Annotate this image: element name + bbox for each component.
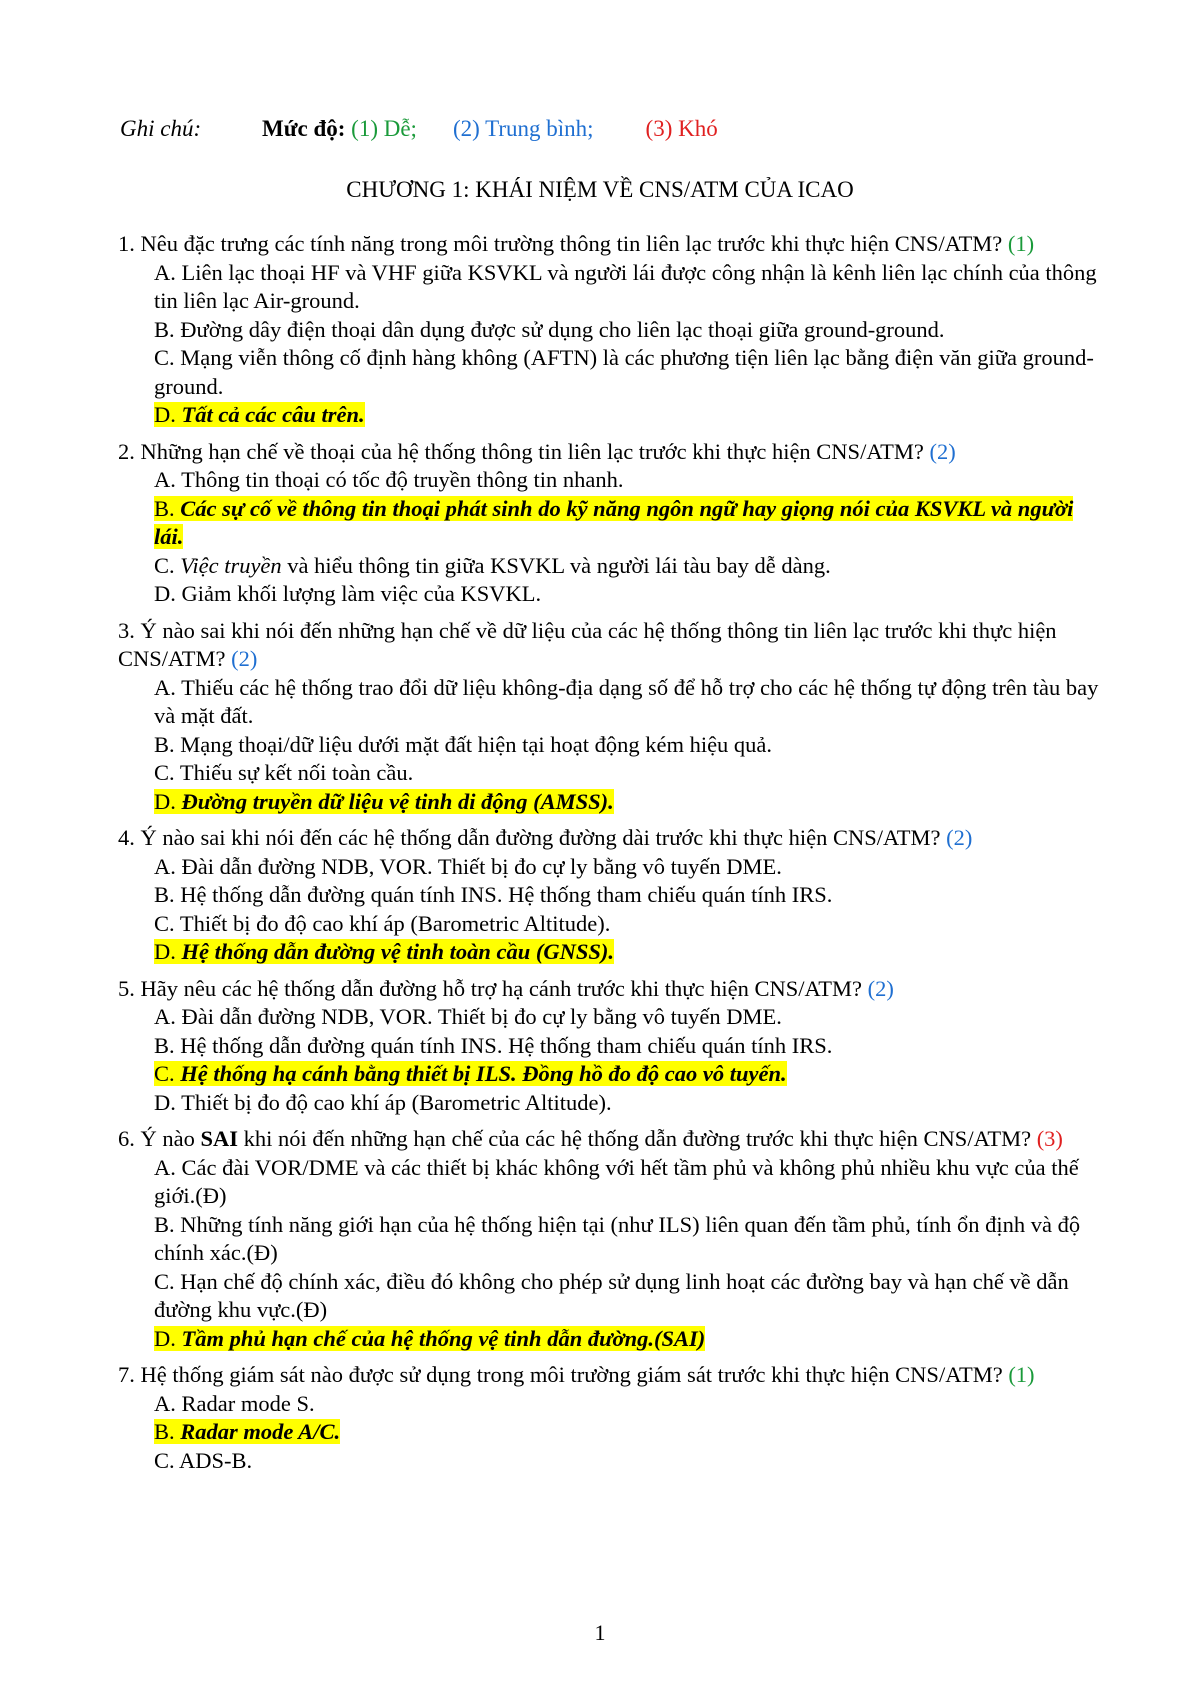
difficulty-legend — [120, 112, 718, 146]
option-a: A. Đài dẫn đường NDB, VOR. Thiết bị đo cự ly bằng vô tuyến DME. — [154, 853, 782, 879]
option-c-answer: C. Hệ thống hạ cánh bằng thiết bị ILS. Đồng hồ đo độ cao vô tuyến. — [154, 1061, 787, 1086]
question-text: 2. Những hạn chế về thoại của hệ thống thông tin liên lạc trước khi thực hiện CNS/ATM? (2) — [118, 438, 956, 464]
question-5 — [118, 975, 1108, 1118]
option-b-answer: B. Các sự cố về thông tin thoại phát sinh do kỹ năng ngôn ngữ hay giọng nói của KSVKL và người lái. — [154, 495, 1074, 549]
correct-answer: Tất cả các câu trên. — [181, 402, 365, 427]
level-tag: (2) — [946, 825, 973, 850]
option-d-answer: D. Tầm phủ hạn chế của hệ thống vệ tinh dẫn đường.(SAI) — [154, 1325, 706, 1351]
option-d-answer: D. Hệ thống dẫn đường vệ tinh toàn cầu (GNSS). — [154, 939, 614, 964]
level-tag: (2) — [867, 975, 894, 1001]
option-a: A. Radar mode S. — [154, 1390, 315, 1416]
option-d-answer: D. Đường truyền dữ liệu vệ tinh di động (AMSS). — [154, 788, 614, 814]
correct-answer: Đường truyền dữ liệu vệ tinh di động (AMSS). — [181, 788, 614, 814]
option-d: D. Giảm khối lượng làm việc của KSVKL. — [154, 581, 542, 606]
option-b: B. Đường dây điện thoại dân dụng được sử dụng cho liên lạc thoại giữa ground-ground. — [154, 316, 945, 342]
option-d-answer: D. Tất cả các câu trên. — [154, 402, 365, 427]
correct-answer: Các sự cố về thông tin thoại phát sinh do kỹ năng ngôn ngữ hay giọng nói của KSVKL và người lái. — [154, 495, 1074, 549]
question-4 — [118, 824, 1108, 967]
correct-answer: Hệ thống hạ cánh bằng thiết bị ILS. Đồng hồ đo độ cao vô tuyến. — [180, 1061, 787, 1086]
chapter-title: CHƯƠNG 1: KHÁI NIỆM VỀ CNS/ATM CỦA ICAO — [346, 177, 854, 202]
question-text: 1. Nêu đặc trưng các tính năng trong môi trường thông tin liên lạc trước khi thực hiện CNS/ATM? (1) — [118, 231, 1035, 256]
level-tag: (2) — [231, 646, 258, 671]
option-b: B. Những tính năng giới hạn của hệ thống hiện tại (như ILS) liên quan đến tầm phủ, tính ổn định và độ chính xác.(Đ) — [154, 1211, 1081, 1265]
level-medium: (2) Trung bình; — [452, 116, 594, 141]
question-text: 5. Hãy nêu các hệ thống dẫn đường hỗ trợ hạ cánh trước khi thực hiện CNS/ATM? (2) — [118, 975, 894, 1001]
option-c: C. Hạn chế độ chính xác, điều đó không cho phép sử dụng linh hoạt các đường bay và hạn chế về dẫn đường khu vực.(Đ) — [154, 1268, 1069, 1322]
note-label: Ghi chú: — [120, 116, 202, 141]
correct-answer: Radar mode A/C. — [180, 1419, 341, 1444]
option-a: A. Thông tin thoại có tốc độ truyền thông tin nhanh. — [154, 467, 624, 492]
option-b: B. Hệ thống dẫn đường quán tính INS. Hệ thống tham chiếu quán tính IRS. — [154, 882, 833, 907]
question-text: 4. Ý nào sai khi nói đến các hệ thống dẫn đường đường dài trước khi thực hiện CNS/ATM? (2) — [118, 825, 973, 850]
option-a: A. Thiếu các hệ thống trao đổi dữ liệu không-địa dạng số để hỗ trợ cho các hệ thống tự động trên tàu bay và mặt đất. — [154, 674, 1099, 728]
correct-answer: Tầm phủ hạn chế của hệ thống vệ tinh dẫn đường.(SAI) — [181, 1325, 706, 1351]
option-a: A. Liên lạc thoại HF và VHF giữa KSVKL và người lái được công nhận là kênh liên lạc chính của thông tin liên lạc Air-ground. — [154, 259, 1097, 313]
option-a: A. Đài dẫn đường NDB, VOR. Thiết bị đo cự ly bằng vô tuyến DME. — [154, 1004, 782, 1029]
question-list — [118, 230, 1108, 1483]
question-text: 3. Ý nào sai khi nói đến những hạn chế về dữ liệu của các hệ thống thông tin liên lạc trước khi thực hiện CNS/ATM? (2) — [118, 617, 1057, 671]
option-b: B. Hệ thống dẫn đường quán tính INS. Hệ thống tham chiếu quán tính IRS. — [154, 1032, 833, 1058]
level-tag: (1) — [1007, 231, 1035, 256]
option-a: A. Các đài VOR/DME và các thiết bị khác không với hết tầm phủ và không phủ nhiều khu vực của thế giới.(Đ) — [154, 1154, 1079, 1208]
page-number: 1 — [594, 1620, 606, 1645]
level-hard: (3) Khó — [645, 116, 718, 141]
level-tag: (3) — [1036, 1126, 1063, 1151]
option-c: C. Thiết bị đo độ cao khí áp (Barometric Altitude). — [154, 910, 611, 936]
option-c: C. Việc truyền và hiểu thông tin giữa KSVKL và người lái tàu bay dễ dàng. — [154, 552, 831, 578]
question-3 — [118, 617, 1108, 817]
option-c: C. ADS-B. — [154, 1447, 253, 1473]
question-text: 6. Ý nào SAI khi nói đến những hạn chế của các hệ thống dẫn đường trước khi thực hiện CNS/ATM? (3) — [118, 1126, 1063, 1151]
level-label: Mức độ: — [262, 116, 346, 141]
option-b-answer: B. Radar mode A/C. — [154, 1419, 341, 1444]
level-easy: (1) Dễ; — [351, 116, 417, 141]
question-text: 7. Hệ thống giám sát nào được sử dụng trong môi trường giám sát trước khi thực hiện CNS/ATM? (1) — [118, 1362, 1035, 1387]
correct-answer: Hệ thống dẫn đường vệ tinh toàn cầu (GNSS). — [181, 939, 614, 964]
question-7 — [118, 1361, 1108, 1475]
question-2 — [118, 438, 1108, 609]
question-1 — [118, 230, 1108, 430]
option-d: D. Thiết bị đo độ cao khí áp (Barometric Altitude). — [154, 1089, 612, 1115]
question-6 — [118, 1125, 1108, 1353]
option-c: C. Thiếu sự kết nối toàn cầu. — [154, 760, 414, 785]
option-b: B. Mạng thoại/dữ liệu dưới mặt đất hiện tại hoạt động kém hiệu quả. — [154, 731, 773, 757]
option-c: C. Mạng viễn thông cố định hàng không (AFTN) là các phương tiện liên lạc bằng điện văn giữa ground-ground. — [154, 345, 1094, 399]
level-tag: (1) — [1008, 1362, 1035, 1387]
level-tag: (2) — [929, 438, 956, 464]
